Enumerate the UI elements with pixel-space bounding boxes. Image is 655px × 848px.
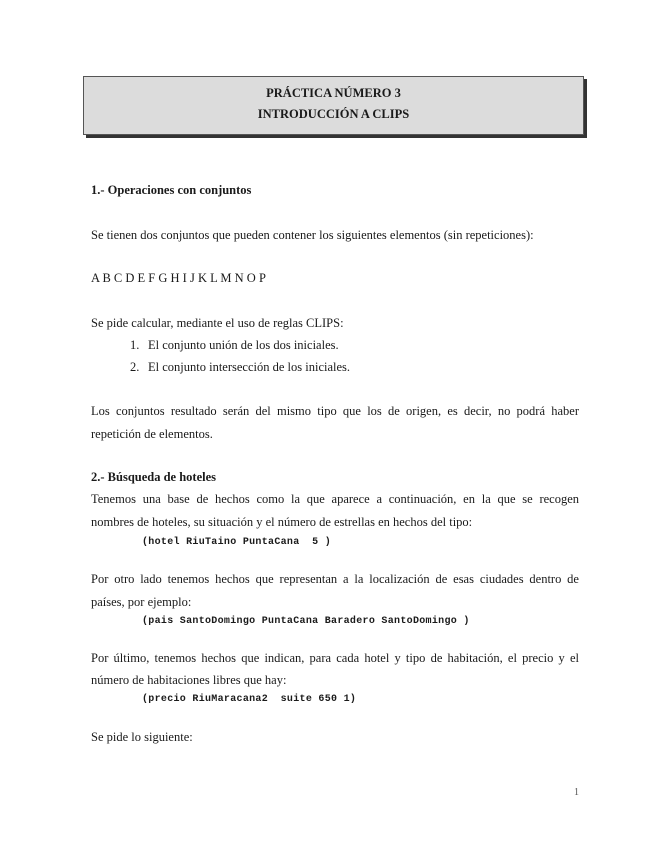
section-2-p1-line-1: Tenemos una base de hechos como la que aparece a continuación, en la que se recogen	[91, 492, 579, 506]
set-elements: A B C D E F G H I J K L M N O P	[91, 271, 266, 285]
section-1-intro: Se tienen dos conjuntos que pueden contener los siguientes elementos (sin repeticiones):	[91, 228, 534, 242]
section-2-p3-line-1: Por último, tenemos hechos que indican, para cada hotel y tipo de habitación, el precio y el	[91, 651, 579, 665]
section-1-heading: 1.- Operaciones con conjuntos	[91, 183, 252, 197]
title-line-1: PRÁCTICA NÚMERO 3	[266, 86, 401, 100]
section-2-heading: 2.- Búsqueda de hoteles	[91, 470, 217, 484]
list-item-number: 1.	[130, 338, 140, 352]
section-2-p2-line-1: Por otro lado tenemos hechos que representan a la localización de esas ciudades dentro de	[91, 572, 579, 586]
list-item-number: 2.	[130, 360, 140, 374]
list-item-text: El conjunto unión de los dos iniciales.	[148, 338, 339, 352]
list-item	[130, 360, 350, 375]
section-2-p3-line-2: número de habitaciones libres que hay:	[91, 673, 287, 687]
code-example-precio: (precio RiuMaracana2 suite 650 1)	[142, 694, 357, 705]
section-2-closing: Se pide lo siguiente:	[91, 730, 193, 744]
section-2-p1-line-2: nombres de hoteles, su situación y el número de estrellas en hechos del tipo:	[91, 515, 473, 529]
section-1-note-line-2: repetición de elementos.	[91, 427, 213, 441]
section-1-ask: Se pide calcular, mediante el uso de reglas CLIPS:	[91, 316, 344, 330]
page-number: 1	[574, 787, 579, 798]
code-example-hotel: (hotel RiuTaino PuntaCana 5 )	[142, 537, 332, 548]
section-2-p2-line-2: países, por ejemplo:	[91, 595, 192, 609]
list-item-text: El conjunto intersección de los iniciales.	[148, 360, 351, 374]
section-1-note-line-1: Los conjuntos resultado serán del mismo tipo que los de origen, es decir, no podrá haber	[91, 404, 579, 418]
code-example-pais: (pais SantoDomingo PuntaCana Baradero SantoDomingo )	[142, 616, 470, 627]
title-box	[83, 76, 584, 135]
title-line-2: INTRODUCCIÓN A CLIPS	[257, 107, 410, 121]
list-item	[130, 338, 339, 353]
